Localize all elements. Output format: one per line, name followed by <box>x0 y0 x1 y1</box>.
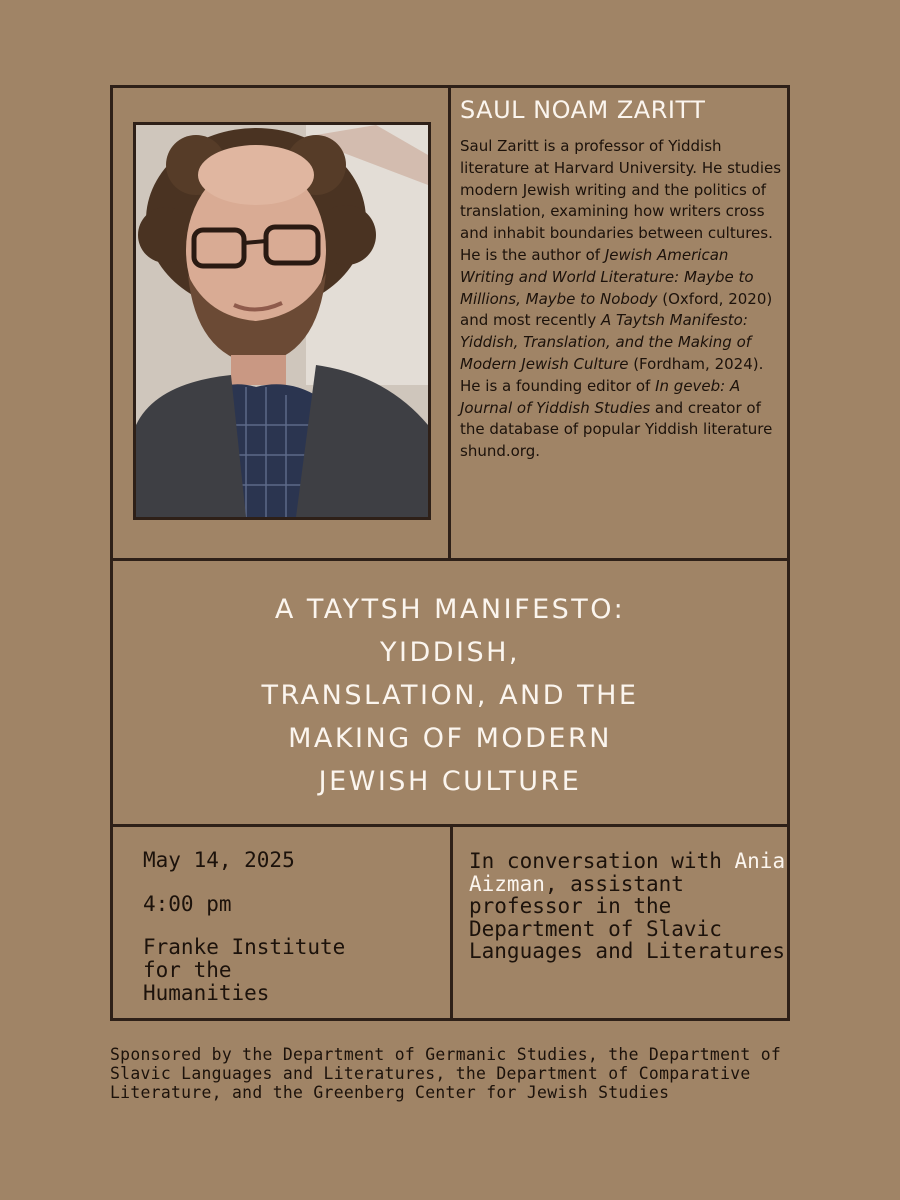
speaker-portrait-illustration <box>136 125 428 517</box>
conversation-prefix: In conversation with <box>469 849 735 873</box>
speaker-name: SAUL NOAM ZARITT <box>460 96 706 124</box>
bio-book-title: Jewish American Writing and World Literature: Maybe to Millions, Maybe to Nobody <box>460 245 754 308</box>
bio-segment: Saul Zaritt is a professor of Yiddish literature at Harvard University. He studies modern Jewish writing and the politics of translation, examining how writers cross and inhabit boundaries between cultures. He is the author of <box>460 137 782 264</box>
title-line: MAKING OF MODERN <box>288 723 612 754</box>
title-line: YIDDISH, <box>379 637 521 668</box>
event-venue-line: for the <box>143 958 232 982</box>
title-line: JEWISH CULTURE <box>318 766 582 797</box>
bio-journal-title: In geveb: A Journal of Yiddish Studies <box>460 376 741 417</box>
divider-photo <box>448 88 451 558</box>
poster-frame <box>110 85 790 1021</box>
divider-event <box>450 827 453 1021</box>
event-title <box>113 588 787 803</box>
event-details <box>143 848 345 1005</box>
sponsor-note: Sponsored by the Department of Germanic Studies, the Department of Slavic Languages and Literatures, the Department of Comparative Literature, and the Greenberg Center for Jewish Studies <box>110 1045 782 1102</box>
speaker-bio <box>460 136 786 463</box>
event-time: 4:00 pm <box>143 892 232 916</box>
divider-top <box>113 558 787 561</box>
event-venue-line: Humanities <box>143 981 270 1005</box>
bio-segment: (Fordham, 2024). He is a founding editor of <box>460 354 764 395</box>
speaker-photo <box>133 122 431 520</box>
title-line: A TAYTSH MANIFESTO: <box>274 594 626 625</box>
conversation-note <box>469 850 789 963</box>
bio-segment: and creator of the database of popular Yiddish literature shund.org. <box>460 398 773 461</box>
conversation-partner-name: Ania Aizman <box>469 849 786 896</box>
event-venue-line: Franke Institute <box>143 935 346 959</box>
conversation-suffix: , assistant professor in the Department of Slavic Languages and Literatures <box>469 871 786 963</box>
bio-segment: (Oxford, 2020) and most recently <box>460 289 773 330</box>
event-date: May 14, 2025 <box>143 848 295 872</box>
speaker-bio-section <box>458 96 786 463</box>
bio-book-title: A Taytsh Manifesto: Yiddish, Translation, and the Making of Modern Jewish Culture <box>460 311 752 373</box>
title-line: TRANSLATION, AND THE <box>261 680 639 711</box>
